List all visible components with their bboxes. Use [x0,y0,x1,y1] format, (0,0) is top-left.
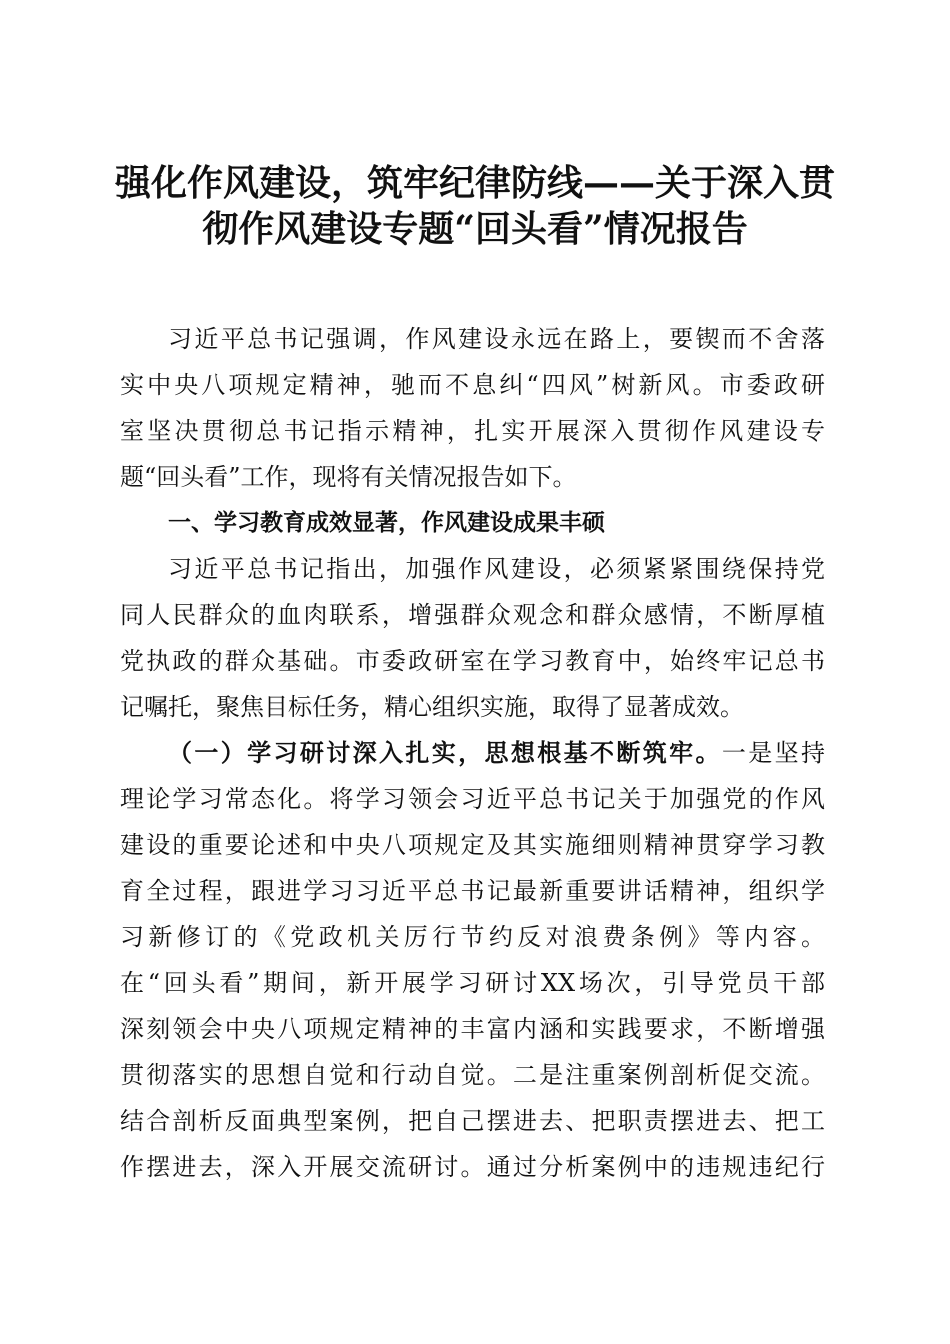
paragraph-text: 一是坚持 [721,739,825,767]
paragraph-line: 结合剖析反面典型案例，把自己摆进去、把职责摆进去、把工 [120,1107,825,1135]
intro-paragraph [120,316,825,500]
title-line: 强化作风建设，筑牢纪律防线——关于深入贯 [114,162,835,204]
paragraph-line: 室坚决贯彻总书记指示精神，扎实开展深入贯彻作风建设专 [120,417,825,445]
paragraph-line: 题“回头看”工作，现将有关情况报告如下。 [120,463,577,491]
paragraph-line: 作摆进去，深入开展交流研讨。通过分析案例中的违规违纪行 [120,1153,825,1181]
subsection-heading: （一）学习研讨深入扎实，思想根基不断筑牢。 [168,738,722,767]
subsection1-paragraph [120,730,825,1190]
title-line: 彻作风建设专题“回头看”情况报告 [202,208,748,250]
paragraph-line: 育全过程，跟进学习习近平总书记最新重要讲话精神，组织学 [120,877,825,905]
document-body [120,316,825,1190]
paragraph-line: 习近平总书记指出，加强作风建设，必须紧紧围绕保持党 [168,555,825,583]
paragraph-line: 理论学习常态化。将学习领会习近平总书记关于加强党的作风 [120,785,825,813]
paragraph-line: 深刻领会中央八项规定精神的丰富内涵和实践要求，不断增强 [120,1015,825,1043]
paragraph-line: 党执政的群众基础。市委政研室在学习教育中，始终牢记总书 [120,647,825,675]
paragraph-line: 习近平总书记强调，作风建设永远在路上，要锲而不舍落 [168,325,825,353]
paragraph-line: 习新修订的《党政机关厉行节约反对浪费条例》等内容。 [120,923,825,951]
section-heading: 一、学习教育成效显著，作风建设成果丰硕 [168,510,605,536]
paragraph-line: 实中央八项规定精神，驰而不息纠“四风”树新风。市委政研 [120,371,825,399]
section1-paragraph [120,546,825,730]
paragraph-line: 在“回头看”期间，新开展学习研讨XX场次，引导党员干部 [120,969,825,997]
paragraph-line [120,730,825,776]
document-title [110,158,840,250]
paragraph-line: 贯彻落实的思想自觉和行动自觉。二是注重案例剖析促交流。 [120,1061,825,1089]
paragraph-line: 建设的重要论述和中央八项规定及其实施细则精神贯穿学习教 [120,831,825,859]
paragraph-line: 记嘱托，聚焦目标任务，精心组织实施，取得了显著成效。 [120,693,744,721]
paragraph-line: 同人民群众的血肉联系，增强群众观念和群众感情，不断厚植 [120,601,825,629]
